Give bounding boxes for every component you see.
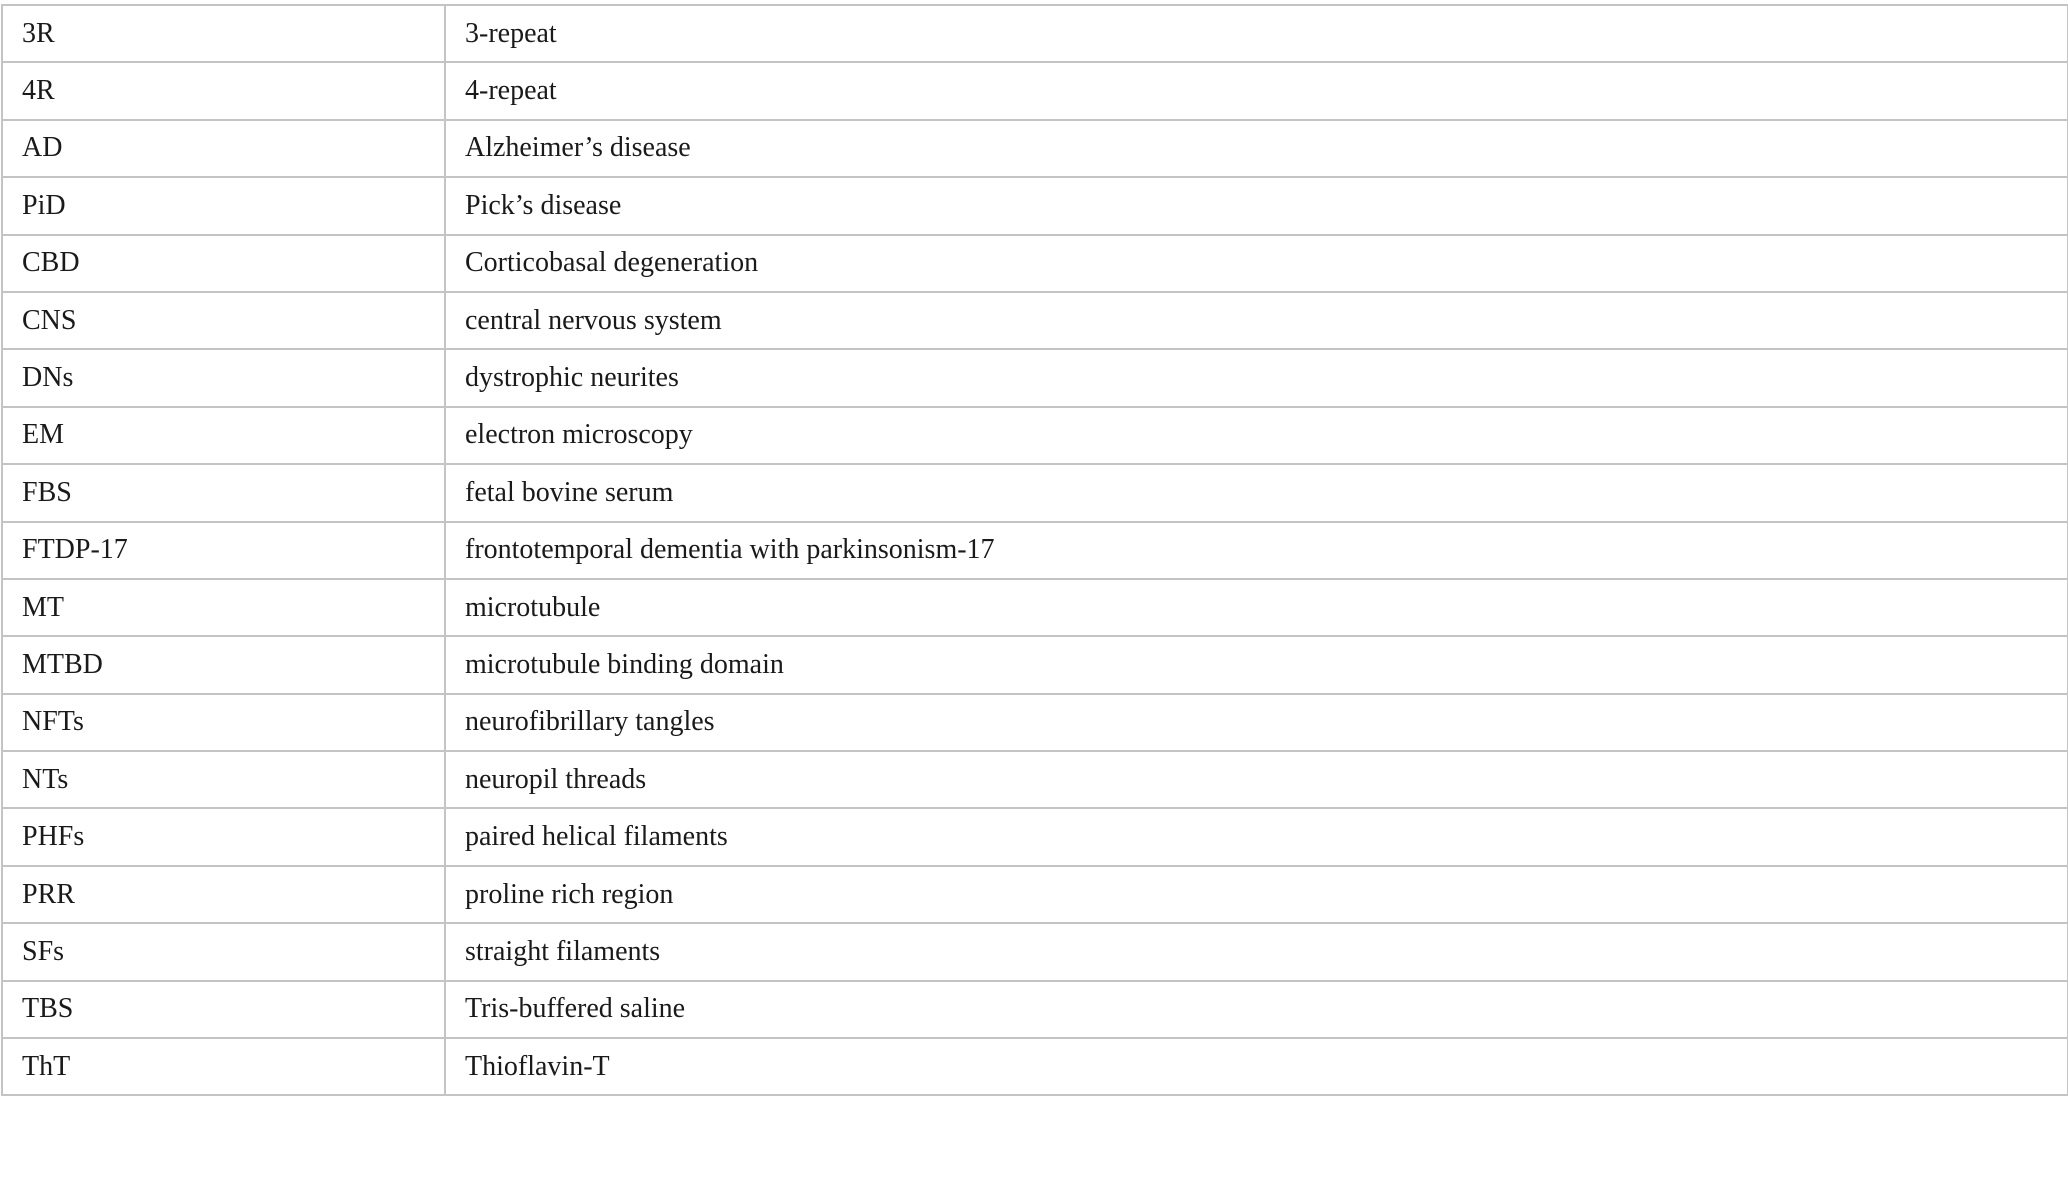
abbreviation-cell: CNS: [2, 292, 445, 349]
definition-cell: microtubule: [445, 579, 2068, 636]
abbreviation-cell: DNs: [2, 349, 445, 406]
definition-cell: neurofibrillary tangles: [445, 694, 2068, 751]
definition-cell: Thioflavin-T: [445, 1038, 2068, 1095]
definition-cell: 3-repeat: [445, 5, 2068, 62]
abbreviation-cell: PHFs: [2, 808, 445, 865]
definition-cell: frontotemporal dementia with parkinsonism-17: [445, 522, 2068, 579]
table-row: [2, 235, 2068, 292]
definition-cell: Pick’s disease: [445, 177, 2068, 234]
table-row: [2, 407, 2068, 464]
abbreviation-cell: MT: [2, 579, 445, 636]
table-row: [2, 636, 2068, 693]
definition-cell: proline rich region: [445, 866, 2068, 923]
abbreviation-cell: TBS: [2, 981, 445, 1038]
definition-cell: neuropil threads: [445, 751, 2068, 808]
abbreviation-cell: AD: [2, 120, 445, 177]
abbreviation-cell: 4R: [2, 62, 445, 119]
table-row: [2, 120, 2068, 177]
table-row: [2, 62, 2068, 119]
table-row: [2, 522, 2068, 579]
abbreviation-cell: FBS: [2, 464, 445, 521]
definition-cell: Alzheimer’s disease: [445, 120, 2068, 177]
abbreviation-cell: PRR: [2, 866, 445, 923]
table-row: [2, 694, 2068, 751]
table-row: [2, 1038, 2068, 1095]
table-row: [2, 751, 2068, 808]
abbreviations-table: [1, 4, 2068, 1096]
abbreviation-cell: PiD: [2, 177, 445, 234]
abbreviation-cell: NTs: [2, 751, 445, 808]
definition-cell: fetal bovine serum: [445, 464, 2068, 521]
definition-cell: electron microscopy: [445, 407, 2068, 464]
table-row: [2, 866, 2068, 923]
abbreviation-cell: CBD: [2, 235, 445, 292]
abbreviation-cell: SFs: [2, 923, 445, 980]
abbreviations-table-body: [2, 5, 2068, 1095]
abbreviation-cell: ThT: [2, 1038, 445, 1095]
abbreviation-cell: FTDP-17: [2, 522, 445, 579]
definition-cell: microtubule binding domain: [445, 636, 2068, 693]
definition-cell: dystrophic neurites: [445, 349, 2068, 406]
table-row: [2, 349, 2068, 406]
table-row: [2, 177, 2068, 234]
definition-cell: paired helical filaments: [445, 808, 2068, 865]
table-row: [2, 464, 2068, 521]
definition-cell: Tris-buffered saline: [445, 981, 2068, 1038]
table-row: [2, 981, 2068, 1038]
definition-cell: 4-repeat: [445, 62, 2068, 119]
abbreviation-cell: 3R: [2, 5, 445, 62]
definition-cell: straight filaments: [445, 923, 2068, 980]
table-row: [2, 5, 2068, 62]
abbreviation-cell: MTBD: [2, 636, 445, 693]
abbreviation-cell: NFTs: [2, 694, 445, 751]
table-row: [2, 923, 2068, 980]
table-row: [2, 292, 2068, 349]
abbreviation-cell: EM: [2, 407, 445, 464]
definition-cell: Corticobasal degeneration: [445, 235, 2068, 292]
definition-cell: central nervous system: [445, 292, 2068, 349]
table-row: [2, 579, 2068, 636]
table-row: [2, 808, 2068, 865]
